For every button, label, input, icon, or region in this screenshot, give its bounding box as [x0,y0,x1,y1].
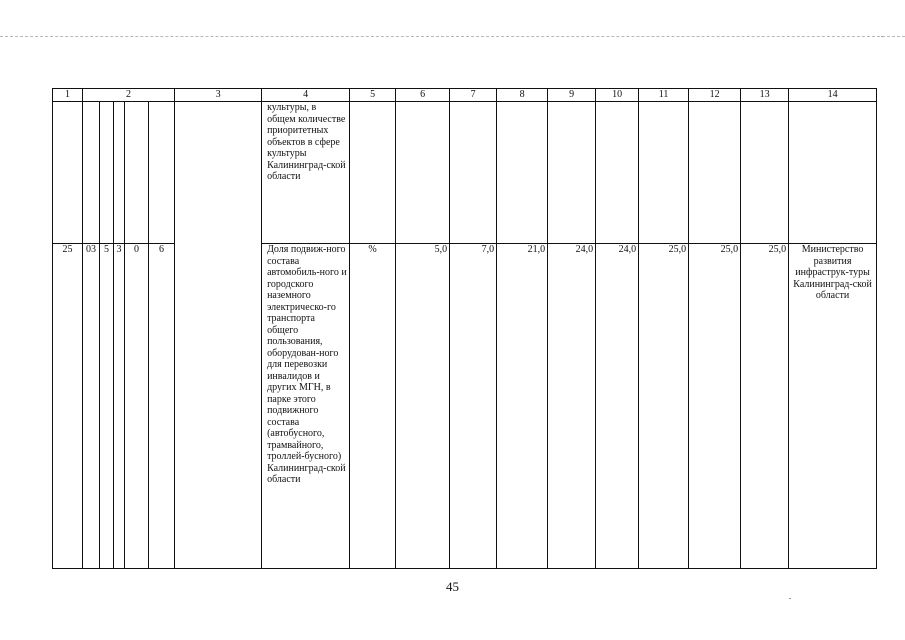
cell-value: 25,0 [689,244,741,569]
indicators-table [52,88,877,569]
header-col-10: 10 [596,89,639,102]
cell-value [497,102,548,244]
top-scan-rule [0,36,905,37]
cell-code-4 [125,102,149,244]
header-col-4: 4 [262,89,350,102]
cell-value: 24,0 [548,244,596,569]
header-row [53,89,877,102]
cell-code-4: 0 [125,244,149,569]
cell-code-1: 03 [83,244,100,569]
header-col-8: 8 [497,89,548,102]
header-col-3: 3 [175,89,262,102]
header-col-14: 14 [789,89,877,102]
cell-value [639,102,689,244]
cell-value [596,102,639,244]
cell-value: 25,0 [741,244,789,569]
cell-value: 21,0 [497,244,548,569]
header-col-5: 5 [350,89,396,102]
cell-indicator-name: Доля подвиж-ного состава автомобиль-ного и городского наземного электрическо-го транспорта общего пользования, оборудован-ного для перевозки инвалидов и других МГН, в парке этого подвижного состава (автобусного, трамвайного, троллей-бусного) Калининград-ской области [262,244,350,569]
cell-value [741,102,789,244]
cell-number: 25 [53,244,83,569]
cell-code-3 [114,102,125,244]
cell-value: 5,0 [396,244,450,569]
cell-responsible: Министерство развития инфраструк-туры Калининград-ской области [789,244,877,569]
cell-code-2: 5 [100,244,114,569]
header-col-13: 13 [741,89,789,102]
scan-speck [881,36,883,37]
header-col-12: 12 [689,89,741,102]
table-row-continued [53,102,877,244]
header-col-7: 7 [450,89,497,102]
cell-value [689,102,741,244]
page-number: 45 [446,579,459,594]
cell-unit [350,102,396,244]
cell-value [450,102,497,244]
scan-speck [789,598,791,599]
cell-code-1 [83,102,100,244]
header-col-1: 1 [53,89,83,102]
cell-value: 25,0 [639,244,689,569]
cell-value: 24,0 [596,244,639,569]
cell-responsible [789,102,877,244]
cell-code-3: 3 [114,244,125,569]
header-col-2: 2 [83,89,175,102]
cell-value [396,102,450,244]
cell-indicator-name: культуры, в общем количестве приоритетных объектов в сфере культуры Калининград-ской области [262,102,350,244]
cell-code-5 [149,102,175,244]
cell-col-3-merged [175,102,262,569]
header-col-11: 11 [639,89,689,102]
header-col-6: 6 [396,89,450,102]
cell-unit: % [350,244,396,569]
cell-value [548,102,596,244]
cell-code-2 [100,102,114,244]
cell-number [53,102,83,244]
cell-value: 7,0 [450,244,497,569]
header-col-9: 9 [548,89,596,102]
cell-code-5: 6 [149,244,175,569]
